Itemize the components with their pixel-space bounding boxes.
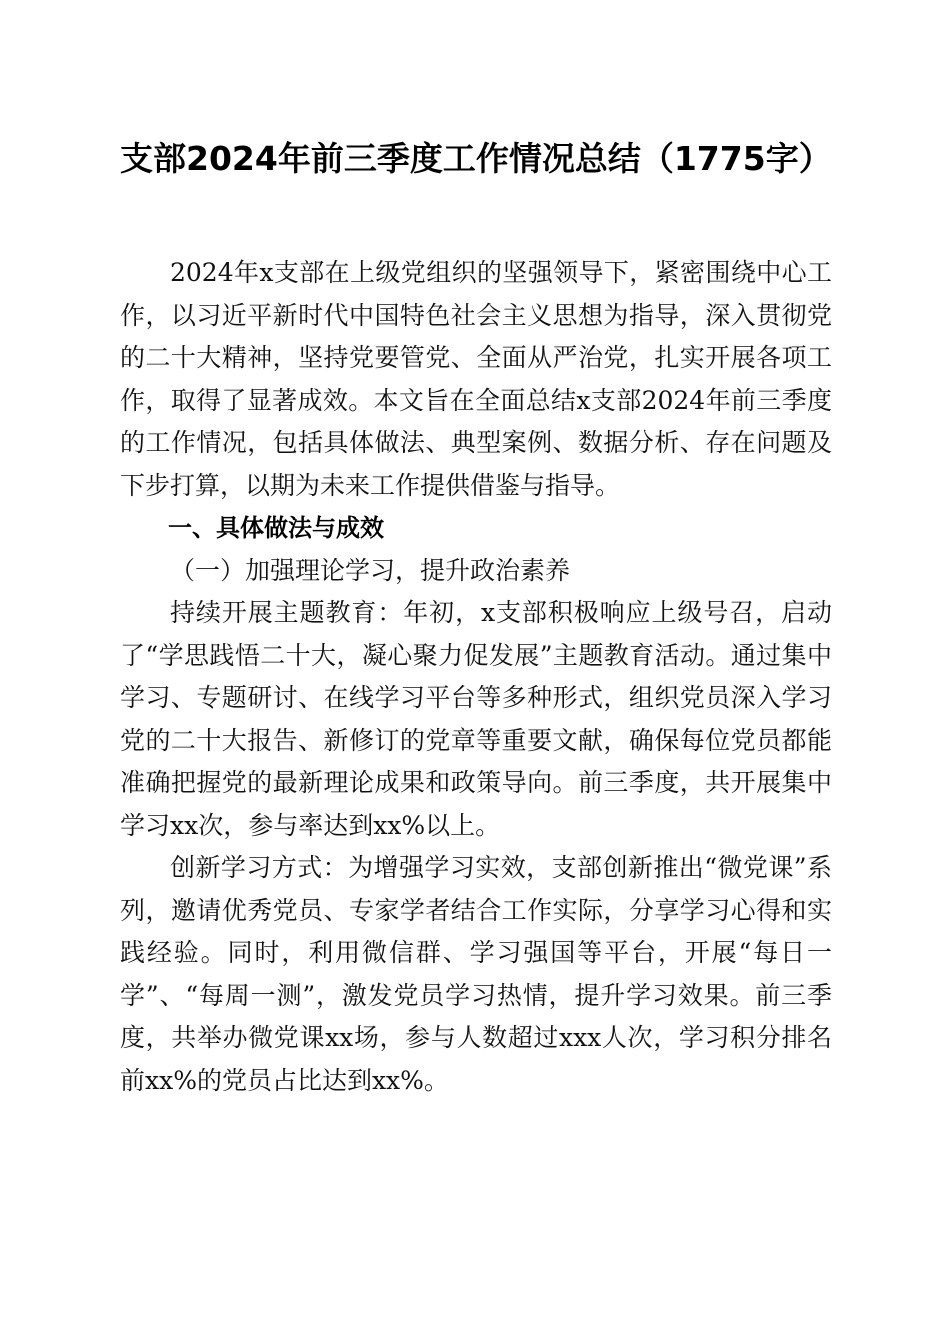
- document-title: 支部2024年前三季度工作情况总结（1775字）: [120, 139, 832, 178]
- document-body: [120, 252, 832, 1102]
- section-heading: 一、具体做法与成效: [168, 514, 384, 542]
- intro-paragraph: 2024年x支部在上级党组织的坚强领导下，紧密围绕中心工作，以习近平新时代中国特色社会主义思想为指导，深入贯彻党的二十大精神，坚持党要管党、全面从严治党，扎实开展各项工作，取得了显著成效。本文旨在全面总结x支部2024年前三季度的工作情况，包括具体做法、典型案例、数据分析、存在问题及下步打算，以期为未来工作提供借鉴与指导。: [120, 258, 832, 500]
- body-paragraph: 创新学习方式：为增强学习实效，支部创新推出“微党课”系列，邀请优秀党员、专家学者结合工作实际，分享学习心得和实践经验。同时，利用微信群、学习强国等平台，开展“每日一学”、“每周一测”，激发党员学习热情，提升学习效果。前三季度，共举办微党课xx场，参与人数超过xxx人次，学习积分排名前xx%的党员占比达到xx%。: [120, 853, 832, 1095]
- subsection-heading: （一）加强理论学习，提升政治素养: [170, 555, 571, 585]
- body-paragraph: 持续开展主题教育：年初，x支部积极响应上级号召，启动了“学思践悟二十大，凝心聚力促发展”主题教育活动。通过集中学习、专题研讨、在线学习平台等多种形式，组织党员深入学习党的二十大报告、新修订的党章等重要文献，确保每位党员都能准确把握党的最新理论成果和政策导向。前三季度，共开展集中学习xx次，参与率达到xx%以上。: [120, 598, 832, 840]
